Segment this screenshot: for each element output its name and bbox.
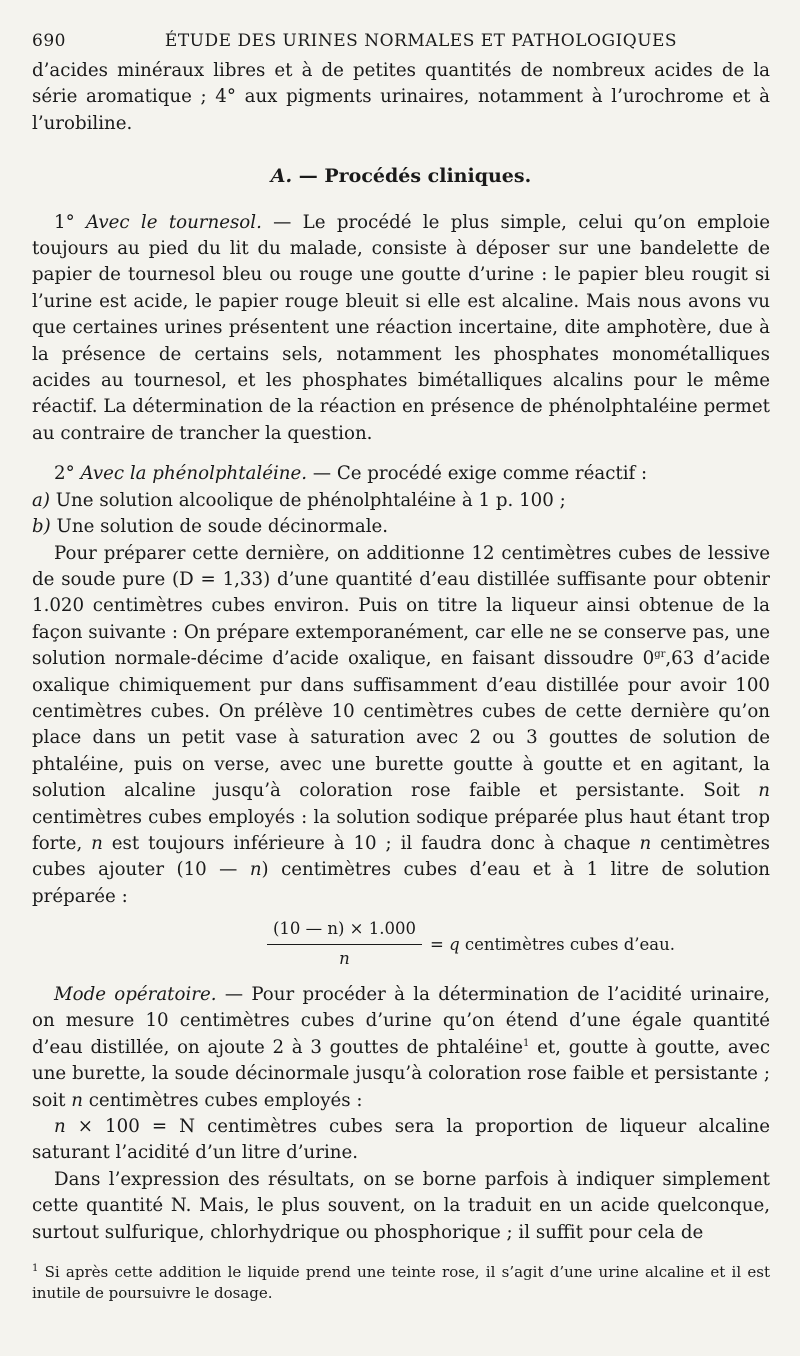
running-title: ÉTUDE DES URINES NORMALES ET PATHOLOGIQUES bbox=[164, 31, 678, 51]
section-letter: A. bbox=[270, 165, 293, 188]
list-item-a bbox=[32, 488, 770, 514]
formula-fraction bbox=[267, 916, 422, 972]
paragraph-phenolphtaleine bbox=[32, 461, 770, 487]
paragraph-number: 2° bbox=[54, 463, 81, 485]
section-heading bbox=[32, 163, 770, 189]
running-header bbox=[32, 26, 770, 58]
text-run: Pour préparer cette dernière, on additionne 12 centimètres cubes de lessive de soude pure (D = 1,33) d’une quantité d’eau distillée suffisante pour obtenir 1.020 centimètres cubes environ. Puis on titre la liqueur ainsi obtenue de la façon suivante : On prépare extemporanément, car elle ne se conserve pas, une solution normale-décime d’acide oxalique, en faisant dissoudre 0 bbox=[32, 542, 770, 670]
intro-paragraph: d’acides minéraux libres et à de petites quantités de nombreux acides de la série aromatique ; 4° aux pigments urinaires, notamment à l’urochrome et à l’urobiline. bbox=[32, 60, 770, 134]
paragraph-text: — Le procédé le plus simple, celui qu’on emploie toujours au pied du lit du malade, consiste à déposer sur une bandelette de papier de tournesol bleu ou rouge une goutte d’urine : le papier bleu rougit si l’urine est acide, le papier rouge bleuit si elle est alcaline. Mais nous avons vu que certaines urines présentent une réaction incertaine, dite amphotère, due à la présence de certains sels, notamment les phosphates monométalliques acides au tournesol, et les phosphates bimétalliques alcalins pour le même réactif. La détermination de la réaction en présence de phénolphtaléine permet au contraire de trancher la question. bbox=[32, 211, 770, 444]
list-text: Une solution alcoolique de phénolphtaléine à 1 p. 100 ; bbox=[49, 489, 566, 511]
equals-sign: = bbox=[430, 934, 450, 954]
paragraph-title: Avec le tournesol. bbox=[85, 211, 262, 233]
variable-q: q bbox=[449, 934, 460, 954]
text-run: et, goutte à goutte, avec une burette, la soude décinormale jusqu’à coloration rose faible et persistante ; soit bbox=[32, 1036, 771, 1111]
formula bbox=[172, 916, 770, 972]
paragraph-expression: Dans l’expression des résultats, on se borne parfois à indiquer simplement cette quantité N. Mais, le plus souvent, on la traduit en un acide quelconque, surtout sulfurique, chlorhydrique ou phosphorique ; il suffit pour cela de bbox=[32, 1168, 770, 1243]
text-run: centimètres cubes employés : bbox=[82, 1089, 363, 1111]
variable-n: n bbox=[71, 1089, 83, 1111]
footnote-mark: 1 bbox=[32, 1263, 39, 1275]
variable-n: n bbox=[91, 832, 103, 854]
formula-numerator: (10 — n) × 1.000 bbox=[267, 916, 422, 944]
formula-denominator: n bbox=[339, 948, 350, 968]
variable-n: n bbox=[639, 832, 652, 854]
section-title: Procédés cliniques. bbox=[324, 165, 532, 188]
paragraph-title: Avec la phénolphtaléine. bbox=[80, 463, 308, 485]
paragraph-tournesol bbox=[32, 210, 770, 448]
section-dash: — bbox=[292, 165, 325, 188]
list-item-b bbox=[32, 514, 770, 540]
variable-n: n bbox=[249, 859, 262, 881]
list-text: Une solution de soude décinormale. bbox=[50, 516, 389, 538]
paragraph-mode-operatoire bbox=[32, 982, 770, 1114]
footnote bbox=[32, 1262, 770, 1304]
text-run: centimètres cubes ajouter (10 — bbox=[32, 832, 771, 881]
book-page bbox=[32, 26, 770, 1304]
text-run: centimètres cubes d’eau. bbox=[459, 934, 676, 954]
text-run: — Pour procéder à la détermination de l’acidité urinaire, on mesure 10 centimètres cubes d’urine qu’on étend d’une égale quantité d’eau distillée, on ajoute 2 à 3 gouttes de phtaléine bbox=[32, 984, 770, 1058]
page-number: 690 bbox=[32, 31, 66, 51]
variable-n: n bbox=[54, 1116, 66, 1138]
formula-result bbox=[430, 930, 675, 958]
footnote-text: Si après cette addition le liquide prend une teinte rose, il s’agit d’une urine alcaline et il est inutile de poursuivre le dosage. bbox=[32, 1263, 770, 1303]
unit-superscript: gr bbox=[654, 649, 666, 661]
paragraph-title: Mode opératoire. bbox=[54, 984, 217, 1005]
footnote-reference: 1 bbox=[522, 1037, 530, 1049]
text-run: centimètres cubes employés : la solution sodique préparée plus haut étant trop forte, bbox=[32, 806, 770, 854]
list-label: b) bbox=[32, 516, 51, 538]
text-run: × 100 = N centimètres cubes sera la proportion de liqueur alcaline saturant l’acidité d’un litre d’urine. bbox=[32, 1116, 770, 1164]
paragraph-result-formula bbox=[32, 1114, 770, 1167]
paragraph-number: 1° bbox=[54, 211, 86, 233]
variable-n: n bbox=[758, 780, 770, 802]
list-label: a) bbox=[32, 489, 50, 511]
paragraph-text: — Ce procédé exige comme réactif : bbox=[307, 463, 648, 485]
paragraph-preparation bbox=[32, 541, 770, 911]
text-run: est toujours inférieure à 10 ; il faudra donc à chaque bbox=[102, 832, 640, 854]
text-run: ,63 d’acide oxalique chimiquement pur dans suffisamment d’eau distillée pour avoir 100 centimètres cubes. On prélève 10 centimètres cubes de cette dernière qu’on place dans un petit vase à saturation avec 2 ou 3 gouttes de solution de phtaléine, puis on verse, avec une burette goutte à goutte et en agitant, la solution alcaline jusqu’à coloration rose faible et persistante. Soit bbox=[32, 648, 771, 802]
text-run: ) centimètres cubes d’eau et à 1 litre de solution préparée : bbox=[32, 859, 770, 907]
